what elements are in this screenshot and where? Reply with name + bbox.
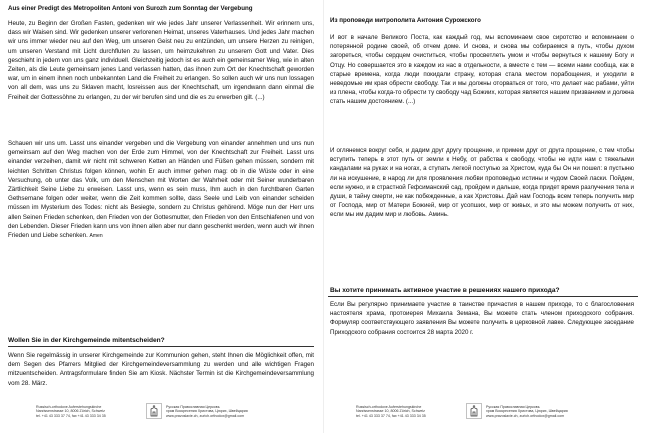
footer-de-line-2: Narzissenstrasse 10, 8006 Zürich, Schweiz [356, 409, 425, 414]
german-paragraph-1: Heute, zu Beginn der Großen Fasten, gedenken wir wie jedes Jahr unserer Verlassenheit. Wir erinnern uns, dass wir Waisen sind. Wir gedenken unserer verlorenen Heimat, unseres Vaterhauses. Und jedes Jahr machen wir uns immer wieder neu auf den Weg, um unseren Geist neu zu entzünden, um unsere Herzen zu reinigen, um unseren Verstand mit Licht durchfluten zu lassen, um heimzukehren zu unserem Gott und Vater. Dies geschieht in jedem von uns ganz individuell. Gleichzeitig jedoch ist es auch ein gemeinsamer Weg, wie in alten Zeiten, als die Leute gemeinsam jenes Land verlassen hatten, das ihnen zum Ort der Knechtschaft geworden war, um in einem ihnen noch unbekannten Land die Freiheit zu erlangen. So sollen auch wir uns nun lossagen von all dem, was uns zu Sklaven macht, losreissen aus der Knechtschaft, um irgendwann dann einmal die Freiheit der Gottessöhne zu erlangen, zu der wir berufen sind und die es zu erwerben gilt. (...) [8, 20, 314, 101]
russian-paragraph-3: Если Вы регулярно принимаете участие в таинстве причастия в нашем приходе, то с благословения настоятеля храма, протоиерея Михаила Земана, Вы можете стать членом приходского собрания. Формуляр соответствующего заявления Вы можете получить в церковной лавке. Следующее заседание Приходского собрания состоится 28 марта 2020 г. [330, 301, 634, 336]
russian-heading-divider [328, 296, 638, 297]
footer-german-address-left [36, 405, 136, 418]
footer-de-line-1: Russisch-orthodoxe Auferstehungskirche [36, 405, 102, 409]
church-logo-icon [466, 403, 482, 419]
footer-german-address-right [356, 405, 456, 418]
russian-title: Из проповеди митрополита Антония Сурожского [330, 17, 481, 24]
center-gutter [323, 0, 324, 433]
footer-ru-line-3: www.pravoslavie.ch, zurich.orthodox@gmail.com [166, 413, 245, 418]
footer-russian-address-right [486, 405, 606, 418]
footer-de-line-1: Russisch-orthodoxe Auferstehungskirche [356, 405, 422, 409]
footer-ru-line-1: Русская Православная Церковь [166, 405, 220, 409]
footer-de-line-3: tel. +41 43 333 37 74, fax +41 43 333 34 35 [36, 413, 106, 418]
russian-heading: Вы хотите принимать активное участие в решениях нашего прихода? [330, 287, 560, 294]
german-title: Aus einer Predigt des Metropoliten Antoni von Surozh zum Sonntag der Vergebung [8, 5, 253, 12]
footer-de-line-2: Narzissenstrasse 10, 8006 Zürich, Schweiz [36, 409, 105, 414]
russian-paragraph-1: И вот в начале Великого Поста, как каждый год, мы вспоминаем свое сиротство и вспоминаем о потерянной родине своей, об отчем доме. И снова, и снова мы собираемся в путь, чтобы духом загореться, чтобы сердцем очиститься, чтобы просветлеть умом и чтобы вернуться к нашему Богу и Отцу. Но совершается это в каждом из нас в отдельности, а вместе с тем — всеми нами сообща, как в старые времена, когда люди покидали страну, которая стала местом порабощения, и уходили в неведомые им края обрести свободу. Так и мы должны оторваться от того, что делает нас рабами, уйти из плена, чтобы когда-то обрести ту свободу чад Божиих, которая является нашим призванием и должна стать нашим достоянием. (...) [330, 34, 634, 106]
footer-russian-address-left [166, 405, 286, 418]
footer-ru-line-1: Русская Православная Церковь [486, 405, 540, 409]
german-paragraph-2-text: Schauen wir uns um. Lasst uns einander vergeben und die Vergebung von einander annehmen und uns nun gemeinsam auf den Weg machen von der Erde zum Himmel, von der Knechtschaft zur Freiheit. Lasst uns einander verzeihen, damit wir nicht mit schweren Ketten an Händen und Füßen gehen müssen, sondern mit leichten Schritten Christus folgen können, wohin Er auch immer gehen mag: ob in die Wüste oder in eine Versuchung, ob unter das Volk, um den Menschen mit Worten der Wahrheit oder mit Seiner wunderbaren Zärtlichkeit Seine Liebe zu erweisen. Lasst uns, wenn es sein muss, Ihm auch in den furchtbaren Garten Gethsemane folgen oder weiter, wenn die Zeit kommen sollte, dass Seele und Leib von einander scheiden müssen im Mysterium des Todes: nicht als Besiegte, sondern zu Christus gehörend. Möge nun der Herr uns allen Seinen Frieden schenken, den Frieden von der Gottesmutter, den Frieden von den Entschlafenen und von den Lebenden. Dieser Frieden kann uns von ihnen allen aber nur dann geschenkt werden, wenn auch wir ihnen Frieden und Liebe schenken. [8, 140, 314, 240]
footer-de-line-3: tel. +41 43 333 37 74, fax +41 43 333 34 35 [356, 413, 426, 418]
footer-ru-line-2: храм Воскресения Христова, Цюрих, Швейцария [486, 409, 568, 414]
german-amen: Amen [89, 233, 103, 240]
footer-ru-line-2: храм Воскресения Христова, Цюрих, Швейцария [166, 409, 248, 414]
german-paragraph-2 [8, 139, 314, 241]
footer-ru-line-3: www.pravoslavie.ch, zurich.orthodox@gmail.com [486, 413, 565, 418]
german-heading-divider [8, 346, 314, 347]
church-logo-icon [146, 403, 162, 419]
german-paragraph-3: Wenn Sie regelmässig in unserer Kirchgemeinde zur Kommunion gehen, steht Ihnen die Möglichkeit offen, mit dem Segen des Pfarrers Mitglied der Kirchgemeindeversammlung zu werden und alle wichtigen Fragen mitzuentscheiden. Antragsformulare finden Sie am Kiosk. Nächster Termin ist die Kirchgemeindeversammlung vom 28. März. [8, 352, 314, 387]
russian-paragraph-2: И оглянемся вокруг себя, и дадим друг другу прощение, и примем друг от друга прощение, с тем чтобы вступить теперь в этот путь от земли к Небу, от рабства к свободу, чтобы не идти нам с тяжелыми кандалами на руках и на ногах, а ступать легкой поступью за Христом, куда бы Он ни пошел: в пустыню ли на искушение, в народ ли для проявления любви проповедью истины и чудом Своей ласки. Пойдем, если нужно, и в страстной Гефсиманский сад, пройдем и дальше, когда придет время разлучения тела и души, в тайну смерти, не как побежденные, а как Христовы. Дай нам Господь всем теперь получить мир от Господа, мир от Матери Божией, мир от усопших, мир от живых, и это мы можем получить от них, если мы им дадим мир и любовь. Аминь. [330, 147, 634, 219]
german-heading: Wollen Sie in der Kirchgemeinde mitentscheiden? [8, 337, 165, 344]
